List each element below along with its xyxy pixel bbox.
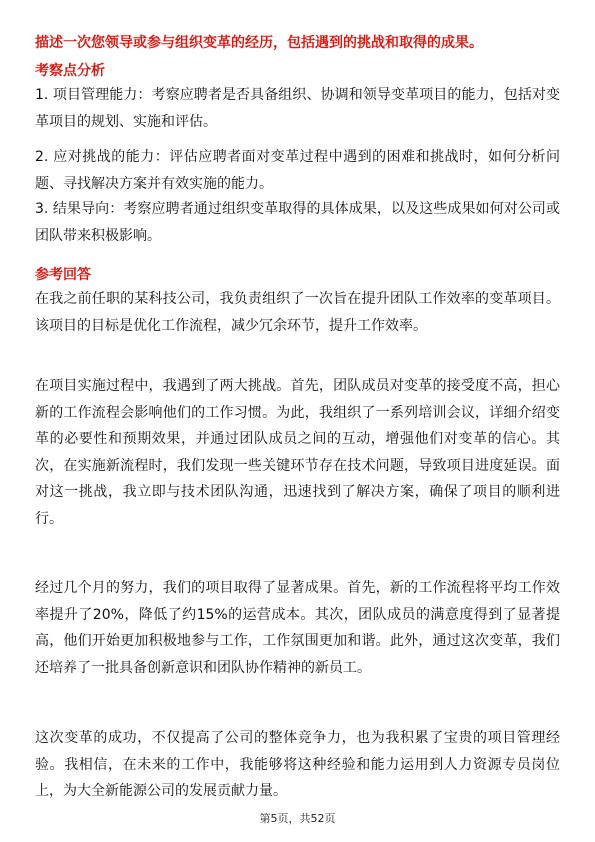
answer-heading: 参考回答 <box>35 267 91 283</box>
analysis-item-3: 3. 结果导向：考察应聘者通过组织变革取得的具体成果，以及这些成果如何对公司或团队带来积极影响。 <box>35 201 560 244</box>
answer-paragraph-1: 在我之前任职的某科技公司，我负责组织了一次旨在提升团队工作效率的变革项目。该项目的目标是优化工作流程，减少冗余环节，提升工作效率。 <box>35 291 560 334</box>
question-title: 描述一次您领导或参与组织变革的经历，包括遇到的挑战和取得的成果。 <box>35 35 483 51</box>
page-number: 第5页，共52页 <box>259 812 336 825</box>
answer-paragraph-2: 在项目实施过程中，我遇到了两大挑战。首先，团队成员对变革的接受度不高，担心新的工作流程会影响他们的工作习惯。为此，我组织了一系列培训会议，详细介绍变革的必要性和预期效果，并通过团队成员之间的互动，增强他们对变革的信心。其次，在实施新流程时，我们发现一些关键环节存在技术问题，导致项目进度延误。面对这一挑战，我立即与技术团队沟通，迅速找到了解决方案，确保了项目的顺利进行。 <box>35 378 560 527</box>
answer-paragraph-4: 这次变革的成功，不仅提高了公司的整体竞争力，也为我积累了宝贵的项目管理经验。我相信，在未来的工作中，我能够将这种经验和能力运用到人力资源专员岗位上，为大全新能源公司的发展贡献力量。 <box>35 730 560 799</box>
analysis-item-2: 2. 应对挑战的能力：评估应聘者面对变革过程中遇到的困难和挑战时，如何分析问题、寻找解决方案并有效实施的能力。 <box>35 149 560 192</box>
analysis-item-1: 1. 项目管理能力：考察应聘者是否具备组织、协调和领导变革项目的能力，包括对变革项目的规划、实施和评估。 <box>35 87 560 130</box>
answer-paragraph-3: 经过几个月的努力，我们的项目取得了显著成果。首先，新的工作流程将平均工作效率提升了20%，降低了约15%的运营成本。其次，团队成员的满意度得到了显著提高，他们开始更加积极地参与工作，工作氛围更加和谐。此外，通过这次变革，我们还培养了一批具备创新意识和团队协作精神的新员工。 <box>35 580 560 676</box>
analysis-heading: 考察点分析 <box>35 63 105 79</box>
